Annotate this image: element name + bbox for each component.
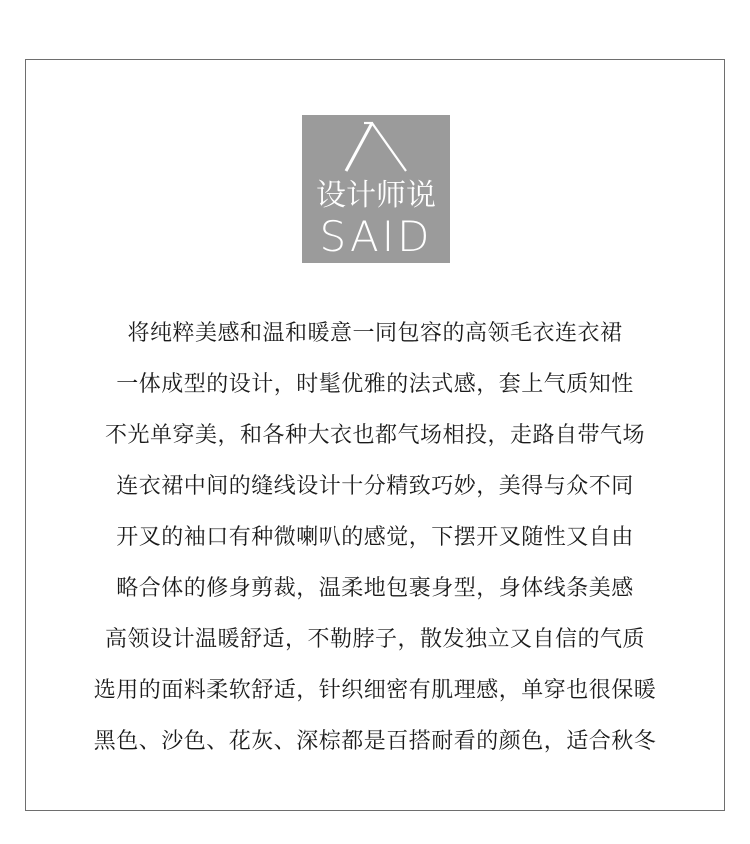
lambda-logo-icon	[302, 115, 450, 179]
description-line: 黑色、沙色、花灰、深棕都是百搭耐看的颜色，适合秋冬	[93, 729, 657, 754]
badge-title-english: SAID	[319, 212, 433, 261]
description-line: 高领设计温暖舒适，不勒脖子，散发独立又自信的气质	[104, 627, 645, 652]
description-line: 选用的面料柔软舒适，针织细密有肌理感，单穿也很保暖	[93, 678, 657, 703]
product-description	[25, 308, 725, 767]
description-line: 不光单穿美，和各种大衣也都气场相投，走路自带气场	[104, 423, 645, 448]
description-line: 开叉的袖口有种微喇叭的感觉，下摆开叉随性又自由	[116, 525, 634, 550]
description-line: 略合体的修身剪裁，温柔地包裹身型，身体线条美感	[116, 576, 634, 601]
designer-said-badge	[302, 115, 450, 263]
badge-title-chinese: 设计师说	[316, 178, 436, 213]
description-line: 一体成型的设计，时髦优雅的法式感，套上气质知性	[116, 372, 634, 397]
description-line: 将纯粹美感和温和暖意一同包容的高领毛衣连衣裙	[127, 321, 623, 346]
description-line: 连衣裙中间的缝线设计十分精致巧妙，美得与众不同	[116, 474, 634, 499]
